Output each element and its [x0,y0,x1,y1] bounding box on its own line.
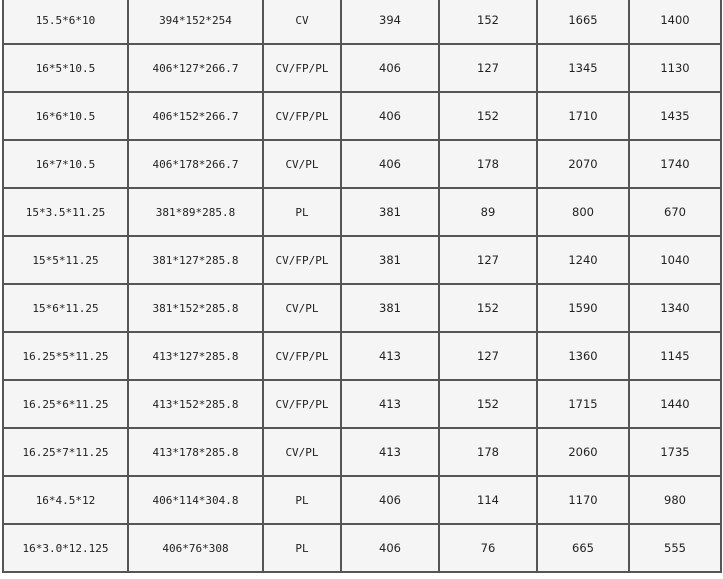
type-cell: CV/PL [263,284,341,332]
table-row [3,92,721,140]
table-row [3,284,721,332]
spec-table [2,0,722,573]
size-inch-cell: 16*4.5*12 [3,476,128,524]
value-2-cell: 1130 [629,44,721,92]
table-row [3,332,721,380]
value-2-cell: 1440 [629,380,721,428]
value-1-cell: 1360 [537,332,629,380]
size-inch-cell: 16.25*6*11.25 [3,380,128,428]
type-cell: CV/FP/PL [263,44,341,92]
type-cell: CV/FP/PL [263,92,341,140]
table-row [3,476,721,524]
size-inch-cell: 16*5*10.5 [3,44,128,92]
size-inch-cell: 16*7*10.5 [3,140,128,188]
dim-b-cell: 76 [439,524,537,572]
size-inch-cell: 15.5*6*10 [3,0,128,44]
type-cell: CV/FP/PL [263,332,341,380]
value-1-cell: 1345 [537,44,629,92]
size-mm-cell: 406*76*308 [128,524,263,572]
type-cell: CV/PL [263,428,341,476]
dim-b-cell: 178 [439,140,537,188]
dim-b-cell: 152 [439,284,537,332]
type-cell: PL [263,476,341,524]
table-row [3,140,721,188]
type-cell: CV [263,0,341,44]
size-mm-cell: 406*127*266.7 [128,44,263,92]
dim-b-cell: 152 [439,380,537,428]
value-1-cell: 1240 [537,236,629,284]
size-mm-cell: 381*152*285.8 [128,284,263,332]
value-2-cell: 1740 [629,140,721,188]
type-cell: PL [263,188,341,236]
table-body [3,0,721,572]
dim-a-cell: 406 [341,524,439,572]
value-2-cell: 1435 [629,92,721,140]
value-2-cell: 1040 [629,236,721,284]
dim-a-cell: 413 [341,380,439,428]
type-cell: CV/FP/PL [263,236,341,284]
table-row [3,44,721,92]
value-1-cell: 1170 [537,476,629,524]
size-mm-cell: 406*152*266.7 [128,92,263,140]
size-mm-cell: 413*152*285.8 [128,380,263,428]
table-row [3,236,721,284]
type-cell: CV/FP/PL [263,380,341,428]
value-1-cell: 1710 [537,92,629,140]
size-inch-cell: 15*5*11.25 [3,236,128,284]
size-inch-cell: 15*3.5*11.25 [3,188,128,236]
dim-b-cell: 152 [439,92,537,140]
dim-b-cell: 127 [439,236,537,284]
table-row [3,380,721,428]
size-mm-cell: 381*89*285.8 [128,188,263,236]
size-mm-cell: 394*152*254 [128,0,263,44]
dim-a-cell: 406 [341,44,439,92]
size-inch-cell: 16*6*10.5 [3,92,128,140]
table-row [3,0,721,44]
table-row [3,428,721,476]
dim-a-cell: 381 [341,284,439,332]
value-2-cell: 1400 [629,0,721,44]
dim-a-cell: 394 [341,0,439,44]
dim-a-cell: 381 [341,188,439,236]
value-1-cell: 2060 [537,428,629,476]
value-2-cell: 670 [629,188,721,236]
dim-b-cell: 114 [439,476,537,524]
table-row [3,188,721,236]
size-inch-cell: 16.25*5*11.25 [3,332,128,380]
dim-b-cell: 127 [439,44,537,92]
value-2-cell: 555 [629,524,721,572]
dim-a-cell: 406 [341,92,439,140]
value-1-cell: 800 [537,188,629,236]
value-2-cell: 980 [629,476,721,524]
size-mm-cell: 406*178*266.7 [128,140,263,188]
dim-b-cell: 178 [439,428,537,476]
value-2-cell: 1340 [629,284,721,332]
dim-b-cell: 89 [439,188,537,236]
value-2-cell: 1735 [629,428,721,476]
type-cell: PL [263,524,341,572]
value-1-cell: 2070 [537,140,629,188]
size-mm-cell: 381*127*285.8 [128,236,263,284]
dim-b-cell: 127 [439,332,537,380]
dim-a-cell: 413 [341,428,439,476]
value-2-cell: 1145 [629,332,721,380]
size-mm-cell: 406*114*304.8 [128,476,263,524]
size-inch-cell: 16*3.0*12.125 [3,524,128,572]
dim-b-cell: 152 [439,0,537,44]
value-1-cell: 1715 [537,380,629,428]
size-inch-cell: 15*6*11.25 [3,284,128,332]
dim-a-cell: 413 [341,332,439,380]
size-mm-cell: 413*178*285.8 [128,428,263,476]
size-inch-cell: 16.25*7*11.25 [3,428,128,476]
dim-a-cell: 381 [341,236,439,284]
value-1-cell: 1665 [537,0,629,44]
dim-a-cell: 406 [341,140,439,188]
size-mm-cell: 413*127*285.8 [128,332,263,380]
type-cell: CV/PL [263,140,341,188]
value-1-cell: 665 [537,524,629,572]
value-1-cell: 1590 [537,284,629,332]
dim-a-cell: 406 [341,476,439,524]
table-row [3,524,721,572]
